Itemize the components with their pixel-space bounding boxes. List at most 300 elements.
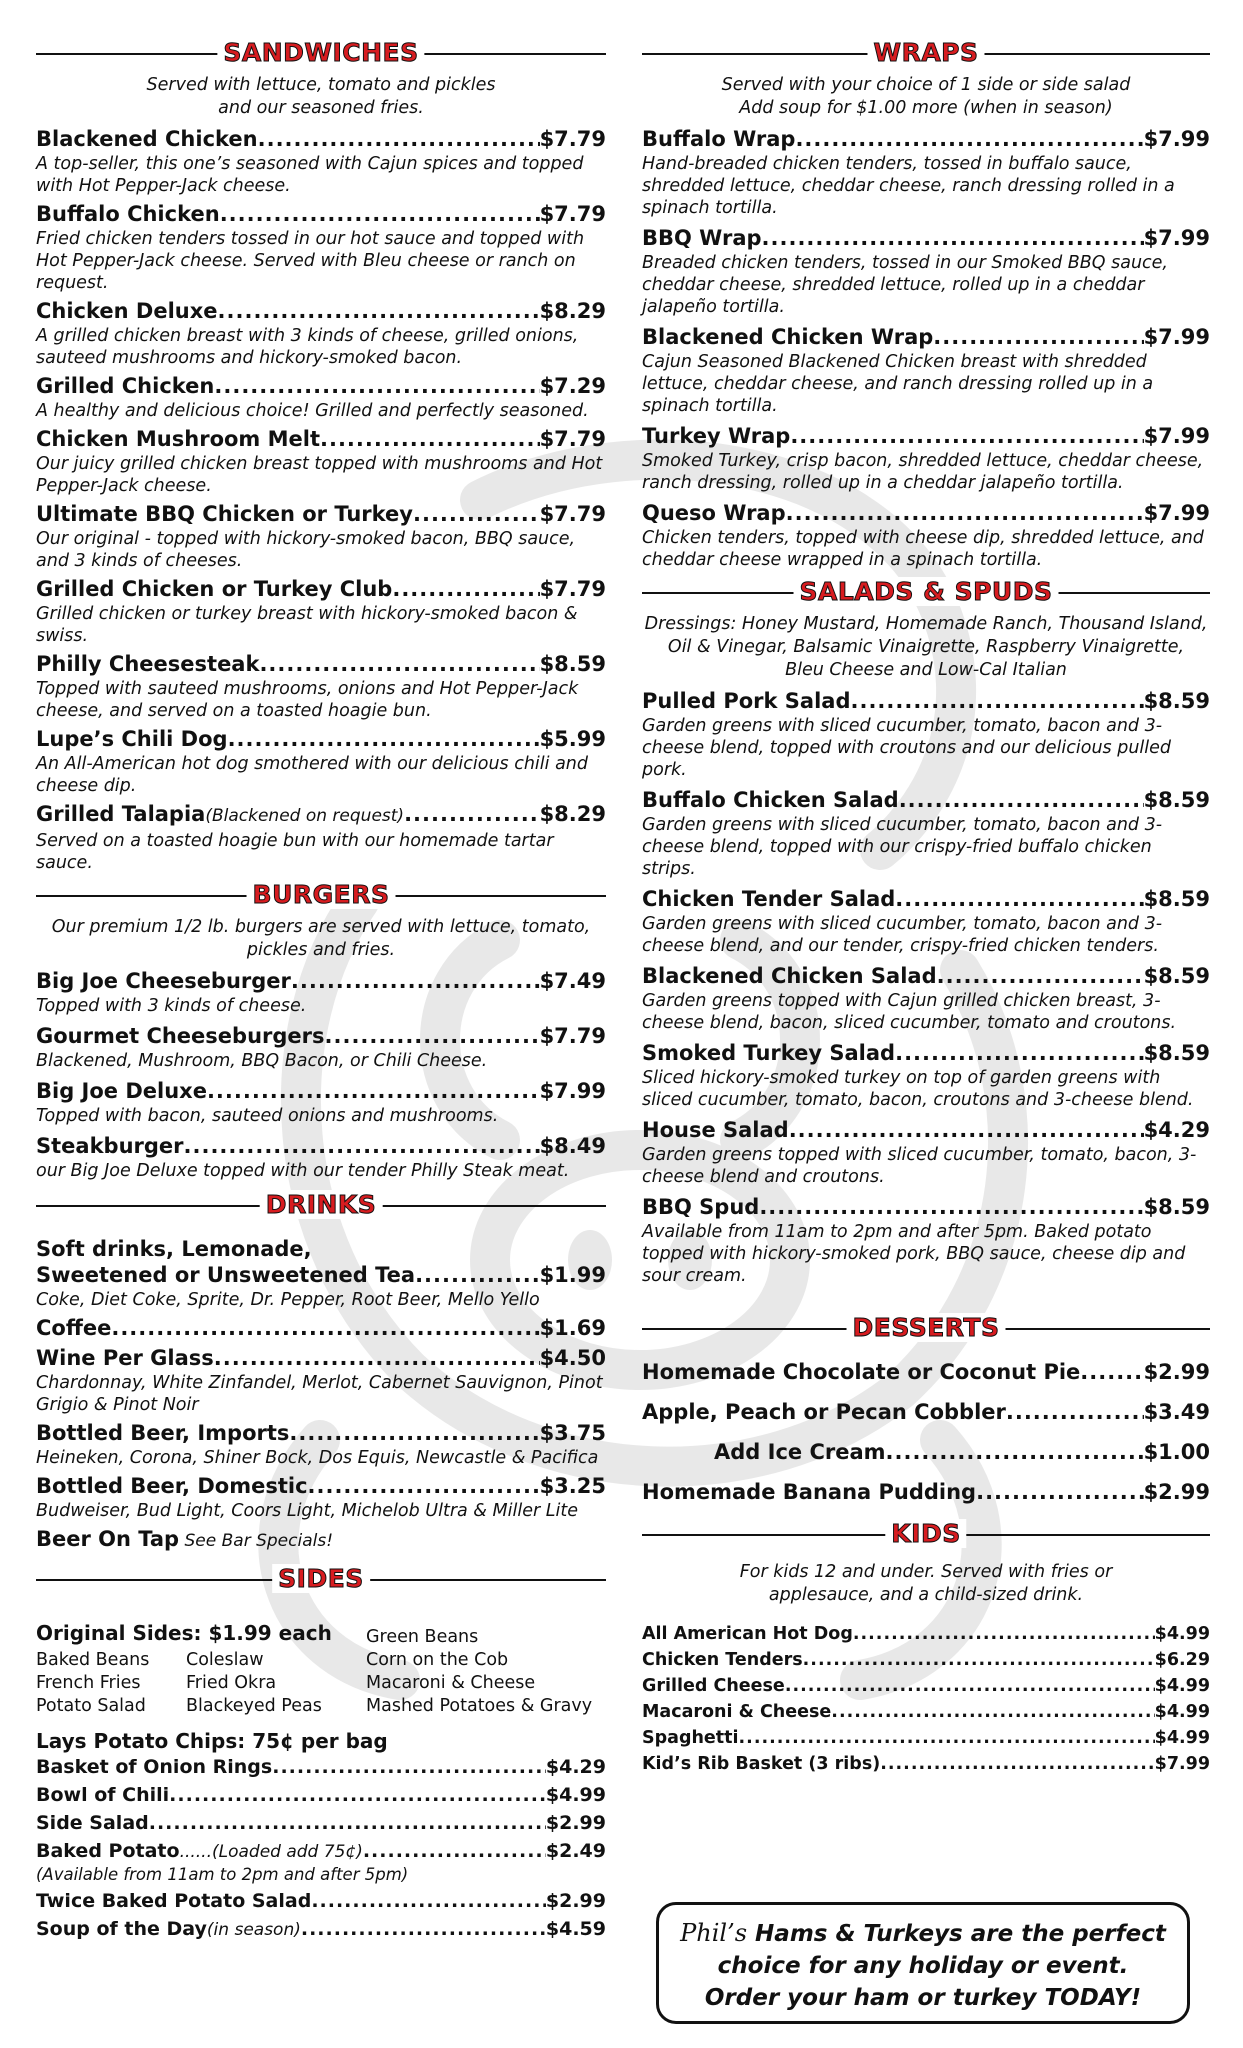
dot-leader	[762, 225, 1144, 251]
menu-item-description: Garden greens topped with sliced cucumber, tomato, bacon, 3-cheese blend and croutons.	[642, 1145, 1197, 1187]
menu-item-description: Heineken, Corona, Shiner Bock, Dos Equis, Newcastle & Pacifica	[36, 1448, 599, 1468]
menu-item-row	[36, 651, 606, 677]
side-option: Corn on the Cob	[366, 1650, 509, 1670]
intro-line: Bleu Cheese and Low-Cal Italian	[785, 660, 1067, 680]
menu-item-price: $2.49	[545, 1840, 606, 1862]
menu-item-row	[36, 1755, 606, 1779]
menu-item-price: $4.29	[545, 1756, 606, 1778]
side-option: Blackeyed Peas	[186, 1696, 322, 1716]
dot-leader	[785, 1675, 1155, 1697]
menu-item-price: $4.59	[545, 1918, 606, 1940]
dot-leader	[228, 726, 540, 752]
dot-leader	[258, 126, 540, 152]
menu-item-price: $4.99	[1154, 1676, 1210, 1696]
menu-item-price: $2.99	[1143, 1360, 1210, 1384]
menu-item-row	[642, 1701, 1210, 1723]
dot-leader	[759, 1194, 1143, 1220]
menu-item	[36, 373, 606, 422]
menu-item-row	[642, 1623, 1210, 1645]
menu-item-row	[36, 1473, 606, 1499]
menu-item-description: Garden greens with sliced cucumber, tomato, bacon and 3-cheese blend, and our tender, crispy-fried chicken tenders.	[642, 914, 1163, 956]
menu-item-price: $7.99	[1143, 127, 1210, 151]
menu-item-row	[642, 1649, 1210, 1671]
dot-leader	[739, 1727, 1155, 1749]
menu-item-price: $7.99	[1143, 325, 1210, 349]
menu-item-name: Turkey Wrap	[642, 424, 791, 448]
dot-leader	[111, 1315, 539, 1341]
menu-item-name: BBQ Wrap	[642, 226, 762, 250]
menu-item	[642, 423, 1210, 494]
menu-item-description: Budweiser, Bud Light, Coors Light, Michelob Ultra & Miller Lite	[36, 1501, 578, 1521]
menu-item-description: A healthy and delicious choice! Grilled and perfectly seasoned.	[36, 401, 589, 421]
menu-item-name: House Salad	[642, 1118, 789, 1142]
menu-item-row	[36, 1839, 606, 1864]
menu-item-row	[36, 1315, 606, 1341]
menu-item-description: Fried chicken tenders tossed in our hot sauce and topped with Hot Pepper-Jack cheese. Served with Bleu cheese or ranch on request.	[36, 229, 585, 293]
intro-line: Served with your choice of 1 side or side salad	[721, 75, 1131, 95]
dot-leader	[325, 1023, 540, 1049]
menu-item-name: Grilled Chicken	[36, 374, 215, 398]
menu-item-description: A top-seller, this one’s seasoned with Cajun spices and topped with Hot Pepper-Jack cheese.	[36, 154, 584, 196]
menu-item	[642, 1359, 1210, 1385]
kids-list	[642, 1623, 1210, 1775]
menu-item-name: Blackened Chicken Wrap	[642, 325, 934, 349]
menu-item	[642, 500, 1210, 571]
menu-item-note: (in season)	[206, 1920, 301, 1940]
menu-item-name: Steakburger	[36, 1134, 184, 1158]
side-option: Mashed Potatoes & Gravy	[366, 1696, 593, 1716]
menu-item-name: Bottled Beer, Domestic	[36, 1474, 308, 1498]
dot-leader	[1006, 1399, 1144, 1425]
menu-item	[642, 688, 1210, 781]
menu-item-row	[642, 886, 1210, 912]
beer-on-tap-note: See Bar Specials!	[179, 1531, 334, 1551]
side-option: Macaroni & Cheese	[366, 1673, 536, 1693]
dot-leader	[895, 886, 1143, 912]
dot-leader	[415, 1262, 539, 1288]
menu-item-name: Philly Cheesesteak	[36, 652, 260, 676]
dot-leader	[272, 1755, 546, 1779]
menu-item-name: Soup of the Day	[36, 1918, 207, 1940]
menu-item-description: Chardonnay, White Zinfandel, Merlot, Cabernet Sauvignon, Pinot Grigio & Pinot Noir	[36, 1373, 603, 1415]
menu-item	[36, 1315, 606, 1341]
original-sides-grid	[36, 1620, 606, 1718]
dot-leader	[880, 1753, 1154, 1775]
section-title: DESSERTS	[847, 1313, 1006, 1342]
menu-item-price: $7.49	[539, 969, 606, 993]
menu-item-description: Grilled chicken or turkey breast with hickory-smoked bacon & swiss.	[36, 604, 578, 646]
menu-item	[642, 1753, 1210, 1775]
menu-item-price: $7.79	[539, 1024, 606, 1048]
menu-item-price: $6.29	[1154, 1650, 1210, 1670]
salads-header	[642, 577, 1210, 607]
menu-item-price: $8.59	[1143, 1195, 1210, 1219]
menu-item	[642, 1399, 1210, 1425]
menu-item-name: Bowl of Chili	[36, 1784, 170, 1806]
menu-item-description: Blackened, Mushroom, BBQ Bacon, or Chili Cheese.	[36, 1051, 488, 1071]
dot-leader	[259, 651, 539, 677]
menu-item	[36, 1023, 606, 1072]
chips-label: Lays Potato Chips: 75¢ per bag	[36, 1729, 388, 1753]
menu-item-name: Gourmet Cheeseburgers	[36, 1024, 325, 1048]
menu-item	[642, 1675, 1210, 1697]
menu-item	[642, 126, 1210, 219]
menu-item-price: $7.79	[539, 502, 606, 526]
menu-item-name: Coffee	[36, 1316, 112, 1340]
dot-leader	[937, 963, 1144, 989]
intro-line: Dressings: Honey Mustard, Homemade Ranch, Thousand Island,	[644, 614, 1208, 634]
dot-leader	[308, 1473, 540, 1499]
menu-item-description: our Big Joe Deluxe topped with our tender Philly Steak meat.	[36, 1161, 570, 1181]
ham-turkey-promo	[656, 1902, 1190, 2024]
menu-item	[642, 1040, 1210, 1111]
menu-item	[36, 1755, 606, 1779]
wraps-list	[642, 126, 1210, 571]
dot-leader	[184, 1133, 540, 1159]
menu-item-row	[642, 1117, 1210, 1143]
dot-leader	[214, 373, 539, 399]
menu-item-name: Homemade Chocolate or Coconut Pie	[642, 1360, 1081, 1384]
section-title: SIDES	[272, 1564, 370, 1593]
dot-leader	[218, 298, 540, 324]
menu-item-availability: (Available from 11am to 2pm and after 5pm)	[36, 1865, 409, 1884]
side-option: Fried Okra	[186, 1673, 277, 1693]
dot-leader	[311, 1889, 546, 1913]
menu-item	[36, 1078, 606, 1127]
menu-item-description: Served on a toasted hoagie bun with our homemade tartar sauce.	[36, 831, 554, 873]
menu-item-row	[642, 1479, 1210, 1505]
menu-item-row	[642, 787, 1210, 813]
menu-item	[36, 1133, 606, 1182]
beer-on-tap	[36, 1526, 606, 1554]
original-sides-label: Original Sides: $1.99 each	[36, 1621, 332, 1645]
menu-item-description: Coke, Diet Coke, Sprite, Dr. Pepper, Root Beer, Mello Yello	[36, 1290, 540, 1310]
menu-item-description: Breaded chicken tenders, tossed in our Smoked BBQ sauce, cheddar cheese, shredded lettuce, rolled up in a cheddar jalapeño tortilla.	[642, 253, 1168, 317]
dot-leader	[220, 201, 540, 227]
drinks-list	[36, 1262, 606, 1522]
menu-item-name: Grilled Cheese	[642, 1676, 785, 1696]
menu-item-description: Smoked Turkey, crisp bacon, shredded lettuce, cheddar cheese, ranch dressing, rolled up in a cheddar jalapeño tortilla.	[642, 451, 1204, 493]
menu-item-price: $8.59	[1143, 887, 1210, 911]
menu-item-price: $3.75	[539, 1421, 606, 1445]
dot-leader	[404, 801, 539, 827]
intro-line: Our premium 1/2 lb. burgers are served with lettuce, tomato,	[51, 917, 591, 937]
menu-item-description: Sliced hickory-smoked turkey on top of garden greens with sliced cucumber, tomato, bacon, croutons and 3-cheese blend.	[642, 1068, 1194, 1110]
menu-item-row	[642, 1753, 1210, 1775]
menu-item-name: Buffalo Chicken Salad	[642, 788, 899, 812]
menu-item	[36, 1889, 606, 1913]
intro-line: and our seasoned fries.	[218, 98, 424, 118]
menu-item-price: $8.29	[539, 802, 606, 826]
menu-item-name: All American Hot Dog	[642, 1624, 853, 1644]
section-title: SANDWICHES	[217, 38, 424, 67]
menu-item	[642, 1439, 1210, 1465]
menu-item	[36, 1811, 606, 1835]
dot-leader	[886, 1439, 1144, 1465]
menu-item	[36, 298, 606, 369]
menu-item-description: Topped with sauteed mushrooms, onions and Hot Pepper-Jack cheese, and served on a toasted hoagie bun.	[36, 679, 579, 721]
kids-intro	[642, 1561, 1210, 1607]
dot-leader	[289, 1420, 539, 1446]
menu-item	[36, 726, 606, 797]
menu-item-name: Blackened Chicken	[36, 127, 258, 151]
dot-leader	[291, 968, 540, 994]
intro-line: Oil & Vinegar, Balsamic Vinaigrette, Raspberry Vinaigrette,	[667, 637, 1185, 657]
menu-item	[642, 324, 1210, 417]
menu-item-price: $4.29	[1143, 1118, 1210, 1142]
dot-leader	[790, 423, 1143, 449]
wraps-intro	[642, 74, 1210, 120]
menu-item-name: Big Joe Cheeseburger	[36, 969, 291, 993]
menu-item-description: Chicken tenders, topped with cheese dip, shredded lettuce, and cheddar cheese wrapped in a spinach tortilla.	[642, 528, 1204, 570]
menu-item-description: A grilled chicken breast with 3 kinds of cheese, grilled onions, sauteed mushrooms and hickory-smoked bacon.	[36, 326, 579, 368]
menu-item-name: Basket of Onion Rings	[36, 1756, 273, 1778]
menu-item-name: Blackened Chicken Salad	[642, 964, 937, 988]
menu-item-description: An All-American hot dog smothered with our delicious chili and cheese dip.	[36, 754, 589, 796]
section-title: WRAPS	[867, 38, 984, 67]
intro-line: For kids 12 and under. Served with fries or	[739, 1562, 1113, 1582]
dot-leader	[803, 1649, 1155, 1671]
menu-item-row	[36, 1420, 606, 1446]
menu-item-name: Grilled Talapia	[36, 802, 206, 826]
menu-item-row	[642, 126, 1210, 152]
menu-item-name: BBQ Spud	[642, 1195, 760, 1219]
menu-item-name: Grilled Chicken or Turkey Club	[36, 577, 393, 601]
menu-item-price: $2.99	[545, 1890, 606, 1912]
side-option: Potato Salad	[36, 1696, 146, 1716]
sides-header	[36, 1564, 606, 1594]
dot-leader	[363, 1839, 546, 1863]
menu-item	[642, 787, 1210, 880]
menu-item-description: Topped with 3 kinds of cheese.	[36, 996, 307, 1016]
menu-item-row	[642, 500, 1210, 526]
menu-item-price: $3.49	[1143, 1400, 1210, 1424]
menu-item-note: ......(Loaded add 75¢)	[179, 1842, 363, 1862]
desserts-list	[642, 1359, 1210, 1505]
menu-item	[36, 576, 606, 647]
menu-item-row	[36, 1917, 606, 1942]
menu-item-row	[714, 1439, 1210, 1465]
drinks-header	[36, 1190, 606, 1220]
menu-item-name: Bottled Beer, Imports	[36, 1421, 290, 1445]
menu-item	[642, 963, 1210, 1034]
promo-line-3: Order your ham or turkey TODAY!	[704, 1985, 1142, 2011]
menu-item-row	[36, 1023, 606, 1049]
menu-item-name: Pulled Pork Salad	[642, 689, 851, 713]
menu-item-name: Chicken Mushroom Melt	[36, 427, 320, 451]
menu-item-description: Available from 11am to 2pm and after 5pm. Baked potato topped with hickory-smoked pork, BBQ sauce, cheese dip and sour cream.	[642, 1222, 1186, 1286]
menu-item-price: $7.99	[539, 1079, 606, 1103]
menu-item-price: $7.79	[539, 427, 606, 451]
menu-item-row	[642, 1399, 1210, 1425]
menu-item-price: $3.25	[539, 1474, 606, 1498]
menu-item-price: $2.99	[1143, 1480, 1210, 1504]
menu-item-name: Baked Potato	[36, 1840, 180, 1862]
menu-item-price: $4.99	[1154, 1624, 1210, 1644]
promo-line-2: choice for any holiday or event.	[717, 1953, 1129, 1979]
dot-leader	[899, 787, 1144, 813]
menu-item-description: Our original - topped with hickory-smoked bacon, BBQ sauce, and 3 kinds of cheeses.	[36, 529, 576, 571]
menu-item-description: Topped with bacon, sauteed onions and mushrooms.	[36, 1106, 499, 1126]
menu-item-price: $8.29	[539, 299, 606, 323]
side-option: Coleslaw	[186, 1650, 264, 1670]
menu-item-price: $1.00	[1143, 1440, 1210, 1464]
menu-item-name: Side Salad	[36, 1812, 149, 1834]
menu-item-row	[36, 298, 606, 324]
menu-item-name: Buffalo Wrap	[642, 127, 796, 151]
menu-item	[642, 1727, 1210, 1749]
menu-item-row	[36, 126, 606, 152]
promo-line-1	[659, 1917, 1187, 1950]
menu-item	[36, 1345, 606, 1416]
menu-item-description: Hand-breaded chicken tenders, tossed in buffalo sauce, shredded lettuce, cheddar cheese, ranch dressing rolled in a spinach tortilla.	[642, 154, 1175, 218]
sandwiches-header	[36, 38, 606, 68]
menu-item-price: $8.49	[539, 1134, 606, 1158]
menu-item	[36, 1420, 606, 1469]
menu-item-name: Twice Baked Potato Salad	[36, 1890, 312, 1912]
menu-item-description: Garden greens with sliced cucumber, tomato, bacon and 3-cheese blend, topped with our crispy-fried buffalo chicken strips.	[642, 815, 1163, 879]
menu-item-name: Wine Per Glass	[36, 1346, 214, 1370]
intro-line: Served with lettuce, tomato and pickles	[146, 75, 496, 95]
menu-item	[36, 126, 606, 197]
menu-item	[36, 1917, 606, 1942]
sandwiches-intro	[36, 74, 606, 120]
sides-list	[36, 1755, 606, 1942]
section-title: KIDS	[885, 1519, 966, 1548]
menu-item-row	[36, 801, 606, 829]
soft-drinks-line: Soft drinks, Lemonade,	[36, 1237, 312, 1261]
menu-item-row	[36, 373, 606, 399]
menu-item	[642, 1117, 1210, 1188]
menu-item	[36, 1473, 606, 1522]
intro-line: Add soup for $1.00 more (when in season)	[739, 98, 1113, 118]
menu-item-row	[36, 1889, 606, 1913]
promo-text: Hams & Turkeys are the perfect	[747, 1921, 1166, 1947]
menu-item-row	[36, 1133, 606, 1159]
menu-item-price: $4.99	[1154, 1728, 1210, 1748]
menu-item-name: Homemade Banana Pudding	[642, 1480, 977, 1504]
menu-item-row	[642, 423, 1210, 449]
side-option: French Fries	[36, 1673, 141, 1693]
dot-leader	[149, 1811, 546, 1835]
menu-item-name: Chicken Deluxe	[36, 299, 218, 323]
menu-item	[36, 651, 606, 722]
right-column	[642, 38, 1210, 1779]
side-option: Green Beans	[366, 1627, 479, 1647]
menu-item-price: $5.99	[539, 727, 606, 751]
beer-on-tap-label: Beer On Tap	[36, 1527, 180, 1551]
menu-item	[642, 1701, 1210, 1723]
menu-item-row	[36, 501, 606, 527]
dot-leader	[301, 1917, 546, 1941]
menu-item-row	[642, 1675, 1210, 1697]
burgers-header	[36, 880, 606, 910]
menu-item-row	[36, 201, 606, 227]
salads-intro	[642, 613, 1210, 682]
menu-item-price: $7.99	[1154, 1754, 1210, 1774]
side-option: Baked Beans	[36, 1650, 150, 1670]
dot-leader	[895, 1040, 1143, 1066]
menu-item-price: $8.59	[1143, 964, 1210, 988]
menu-item-description: Our juicy grilled chicken breast topped with mushrooms and Hot Pepper-Jack cheese.	[36, 454, 603, 496]
menu-item	[36, 1839, 606, 1885]
menu-item	[642, 1479, 1210, 1505]
menu-item	[36, 801, 606, 874]
dot-leader	[214, 1345, 540, 1371]
dot-leader	[933, 324, 1143, 350]
menu-item	[642, 1649, 1210, 1671]
menu-item-name: Chicken Tenders	[642, 1650, 803, 1670]
menu-item-name: Queso Wrap	[642, 501, 786, 525]
menu-item	[36, 968, 606, 1017]
menu-item-row	[642, 225, 1210, 251]
promo-brand: Phil’s	[680, 1919, 748, 1947]
menu-item-name: Apple, Peach or Pecan Cobbler	[642, 1400, 1006, 1424]
menu-item-price: $4.50	[539, 1346, 606, 1370]
sandwich-list	[36, 126, 606, 874]
menu-item-row	[36, 1811, 606, 1835]
salads-list	[642, 688, 1210, 1287]
menu-item-description: Cajun Seasoned Blackened Chicken breast with shredded lettuce, cheddar cheese, and ranch dressing rolled up in a spinach tortilla.	[642, 352, 1154, 416]
menu-item-price: $8.59	[539, 652, 606, 676]
dot-leader	[831, 1701, 1154, 1723]
dot-leader	[392, 576, 539, 602]
menu-item	[36, 1262, 606, 1311]
menu-item-row	[642, 688, 1210, 714]
menu-item-price: $7.79	[539, 127, 606, 151]
menu-item-row	[642, 1359, 1210, 1385]
menu-item-price: $7.99	[1143, 226, 1210, 250]
menu-item-row	[642, 1194, 1210, 1220]
menu-item-row	[36, 726, 606, 752]
dot-leader	[789, 1117, 1144, 1143]
dot-leader	[320, 426, 540, 452]
left-column	[36, 38, 606, 1946]
menu-item	[36, 1783, 606, 1807]
menu-item-price: $7.99	[1143, 501, 1210, 525]
menu-item-row	[36, 1078, 606, 1104]
menu-item	[642, 1623, 1210, 1645]
menu-item	[642, 1194, 1210, 1287]
menu-item-price: $8.59	[1143, 1041, 1210, 1065]
menu-item-name: Macaroni & Cheese	[642, 1702, 832, 1722]
intro-line: applesauce, and a child-sized drink.	[768, 1585, 1084, 1605]
dot-leader	[413, 501, 540, 527]
menu-item-description: Garden greens topped with Cajun grilled chicken breast, 3-cheese blend, bacon, sliced cucumber, tomato and croutons.	[642, 991, 1177, 1033]
menu-item-price: $4.99	[545, 1784, 606, 1806]
menu-item-row	[642, 963, 1210, 989]
dot-leader	[850, 688, 1143, 714]
menu-item-price: $7.79	[539, 577, 606, 601]
menu-item-row	[36, 1783, 606, 1807]
menu-item-price: $1.99	[539, 1263, 606, 1287]
menu-item-row	[36, 576, 606, 602]
menu-item-name: Big Joe Deluxe	[36, 1079, 207, 1103]
menu-item-row	[36, 1345, 606, 1371]
menu-item	[36, 201, 606, 294]
intro-line: pickles and fries.	[246, 940, 396, 960]
menu-item-name: Sweetened or Unsweetened Tea	[36, 1263, 416, 1287]
menu-item-row	[36, 426, 606, 452]
dot-leader	[976, 1479, 1143, 1505]
menu-item-row	[642, 1040, 1210, 1066]
menu-item-price: $2.99	[545, 1812, 606, 1834]
menu-item-row	[642, 1727, 1210, 1749]
menu-item-price: $7.29	[539, 374, 606, 398]
menu-item-name: Ultimate BBQ Chicken or Turkey	[36, 502, 413, 526]
menu-item-price: $7.79	[539, 202, 606, 226]
burgers-intro	[36, 916, 606, 962]
